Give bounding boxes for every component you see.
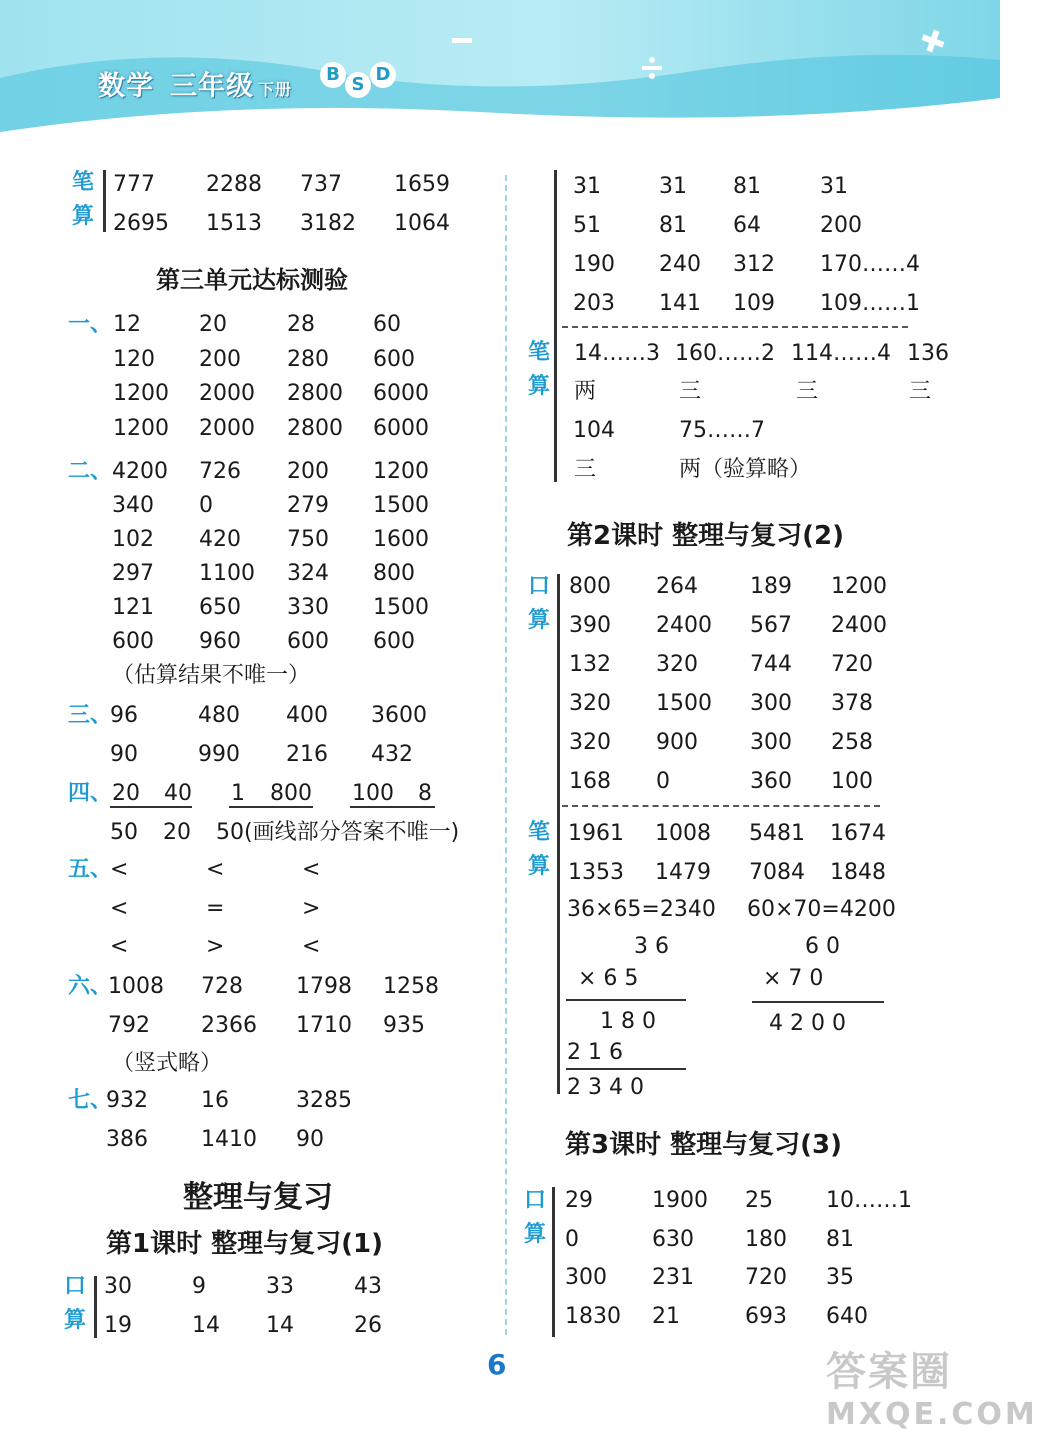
bisuan-label-2: 算 (528, 854, 551, 879)
answer-value: 81 (659, 213, 687, 238)
answer-value: 777 (113, 172, 155, 197)
digit-count: 两 (574, 379, 597, 404)
answer-value: 12 (113, 312, 141, 337)
answer-value: 1200 (113, 381, 169, 406)
watermark-url: MXQE.COM (826, 1397, 1038, 1432)
calc-line (752, 1001, 884, 1003)
edition-letter-d: D (370, 62, 396, 88)
answer-value: 2800 (287, 415, 343, 441)
answer-value: 10……1 (826, 1188, 912, 1213)
section-bar (552, 1187, 555, 1337)
answer-value: 1674 (830, 821, 886, 846)
answer-value: 1100 (199, 561, 255, 586)
division-result: 75……7 (679, 418, 765, 443)
comparison-sign: = (206, 895, 225, 921)
answer-value: 258 (831, 730, 873, 755)
page-header (0, 0, 1000, 140)
answer-value: 90 (296, 1126, 324, 1152)
bisuan-label-1: 笔 (528, 340, 551, 365)
comparison-sign: < (110, 857, 129, 882)
answer-value: 1513 (206, 211, 262, 236)
answer-value: 31 (659, 174, 687, 199)
digit-count-note: 两（验算略） (679, 457, 812, 482)
answer-value: 121 (112, 595, 154, 620)
equation-1: 36×65=2340 (567, 897, 716, 922)
answer-value: 1479 (655, 860, 711, 885)
answer-value: 300 (750, 691, 792, 716)
answer-value: 0 (199, 493, 213, 518)
answer-value: 120 (113, 346, 155, 372)
q7-label: 七、 (68, 1088, 113, 1113)
answer-value: 640 (826, 1303, 868, 1329)
answer-value: 81 (826, 1226, 854, 1252)
answer-value: 330 (287, 595, 329, 620)
q4-value: 8 (418, 781, 432, 806)
answer-value: 200 (287, 459, 329, 484)
answer-value: 3600 (371, 703, 427, 728)
answer-value: 168 (569, 769, 611, 794)
answer-value: 693 (745, 1303, 787, 1329)
answer-value: 297 (112, 561, 154, 586)
answer-value: 216 (286, 741, 328, 767)
q4-note: (画线部分答案不唯一) (244, 820, 460, 845)
vertical-calc-operand: 3 6 (634, 934, 669, 959)
lesson3-title: 第3课时 整理与复习(3) (565, 1130, 842, 1160)
lesson1-title: 第1课时 整理与复习(1) (106, 1229, 383, 1259)
answer-value: 744 (750, 652, 792, 677)
answer-value: 90 (110, 741, 138, 767)
answer-value: 31 (573, 174, 601, 199)
answer-value: 21 (652, 1303, 680, 1329)
answer-value: 300 (565, 1265, 607, 1290)
answer-value: 320 (656, 652, 698, 677)
section-bar (103, 170, 106, 232)
vertical-calc-result: 4 2 0 0 (769, 1011, 846, 1036)
q4-value: 20 (112, 781, 140, 806)
answer-value: 720 (831, 652, 873, 677)
answer-value: 0 (565, 1226, 579, 1252)
answer-value: 1064 (394, 211, 450, 236)
calc-line (566, 1068, 686, 1070)
answer-value: 1500 (373, 595, 429, 620)
answer-underline (229, 806, 313, 808)
q1-label: 一、 (68, 312, 113, 337)
answer-value: 14 (266, 1313, 294, 1338)
answer-value: 200 (820, 213, 862, 238)
answer-value: 728 (201, 974, 243, 999)
answer-value: 7084 (749, 860, 805, 885)
answer-value: 1900 (652, 1188, 708, 1213)
section-bar (554, 170, 557, 482)
answer-value: 96 (110, 703, 138, 728)
answer-value: 737 (300, 172, 342, 197)
answer-value: 800 (569, 574, 611, 599)
answer-value: 2000 (199, 415, 255, 441)
section-bar (94, 1276, 97, 1338)
dashed-separator (562, 326, 908, 328)
answer-value: 1410 (201, 1126, 257, 1152)
answer-value: 1848 (830, 860, 886, 885)
vertical-calc-operand: 6 0 (805, 934, 840, 959)
edition-letter-s: S (345, 72, 371, 98)
lesson2-title: 第2课时 整理与复习(2) (567, 521, 844, 551)
edition-letter-b: B (320, 62, 346, 88)
answer-value: 81 (733, 174, 761, 199)
answer-value: 16 (201, 1088, 229, 1113)
answer-value: 109 (733, 291, 775, 316)
answer-value: 386 (106, 1126, 148, 1152)
q2-label: 二、 (68, 459, 113, 484)
bisuan-label-2: 算 (528, 374, 551, 399)
answer-value: 1353 (568, 860, 624, 885)
q6-label: 六、 (68, 974, 113, 999)
answer-value: 141 (659, 291, 701, 316)
answer-value: 320 (569, 691, 611, 716)
division-result: 160……2 (675, 341, 775, 366)
comparison-sign: > (302, 895, 321, 921)
digit-count: 三 (796, 379, 819, 404)
answer-value: 750 (287, 527, 329, 552)
header-title: 数学 三年级 下册 (98, 71, 293, 102)
answer-value: 189 (750, 574, 792, 599)
answer-value: 480 (198, 703, 240, 728)
answer-value: 990 (198, 741, 240, 767)
calc-line (566, 999, 686, 1001)
answer-value: 3285 (296, 1088, 352, 1113)
kousuan-label-1: 口 (524, 1188, 547, 1213)
equation-2: 60×70=4200 (747, 897, 896, 922)
q4-label: 四、 (68, 781, 113, 806)
answer-value: 324 (287, 561, 329, 586)
answer-value: 420 (199, 527, 241, 552)
bisuan-label-1: 笔 (528, 820, 551, 845)
answer-value: 630 (652, 1226, 694, 1252)
division-result: 14……3 (574, 341, 660, 366)
answer-value: 203 (573, 291, 615, 316)
answer-value: 31 (820, 174, 848, 199)
answer-value: 2288 (206, 172, 262, 197)
answer-value: 1200 (113, 415, 169, 441)
answer-value: 43 (354, 1274, 382, 1299)
comparison-sign: < (206, 857, 225, 882)
answer-value: 1008 (655, 821, 711, 846)
answer-value: 400 (286, 703, 328, 728)
vertical-calc-partial: 2 1 6 (567, 1040, 623, 1065)
answer-value: 1200 (373, 459, 429, 484)
q4-value: 100 (352, 781, 394, 806)
answer-value: 340 (112, 493, 154, 518)
answer-value: 180 (745, 1226, 787, 1252)
answer-value: 102 (112, 527, 154, 552)
answer-value: 600 (373, 346, 415, 372)
answer-value: 600 (373, 629, 415, 654)
answer-value: 3182 (300, 211, 356, 236)
answer-value: 19 (104, 1313, 132, 1338)
q4-value: 20 (163, 820, 191, 845)
answer-value: 109……1 (820, 291, 920, 316)
answer-value: 2400 (831, 613, 887, 638)
q3-label: 三、 (68, 703, 113, 728)
answer-value: 1008 (108, 974, 164, 999)
answer-value: 935 (383, 1012, 425, 1038)
answer-value: 33 (266, 1274, 294, 1299)
comparison-sign: < (302, 857, 321, 882)
vertical-calc-partial: 1 8 0 (600, 1009, 656, 1034)
answer-value: 726 (199, 459, 241, 484)
bisuan-label-1: 笔 (72, 170, 95, 195)
answer-value: 5481 (749, 821, 805, 846)
answer-value: 2800 (287, 381, 343, 406)
kousuan-label-1: 口 (528, 574, 551, 599)
bisuan-label-2: 算 (72, 204, 95, 229)
answer-value: 6000 (373, 415, 429, 441)
answer-value: 170……4 (820, 252, 920, 277)
answer-value: 4200 (112, 459, 168, 484)
answer-value: 100 (831, 769, 873, 794)
answer-value: 6000 (373, 381, 429, 406)
answer-value: 2366 (201, 1012, 257, 1038)
answer-value: 960 (199, 629, 241, 654)
answer-value: 600 (112, 629, 154, 654)
answer-value: 650 (199, 595, 241, 620)
unit-test-title: 第三单元达标测验 (156, 266, 348, 294)
q4-value: 1 (231, 781, 245, 806)
answer-value: 231 (652, 1265, 694, 1290)
answer-underline (350, 806, 435, 808)
answer-value: 792 (108, 1012, 150, 1038)
answer-value: 20 (199, 312, 227, 337)
q5-label: 五、 (68, 857, 113, 882)
answer-value: 378 (831, 691, 873, 716)
division-result: 104 (573, 418, 615, 443)
vertical-calc-result: 2 3 4 0 (567, 1075, 644, 1100)
page-number: 6 (487, 1348, 507, 1381)
review-title: 整理与复习 (183, 1180, 333, 1215)
kousuan-label-2: 算 (64, 1308, 87, 1333)
answer-value: 1600 (373, 527, 429, 552)
answer-value: 360 (750, 769, 792, 794)
section-bar (557, 574, 560, 1094)
answer-value: 900 (656, 730, 698, 755)
answer-value: 932 (106, 1088, 148, 1113)
answer-value: 1500 (373, 493, 429, 518)
dashed-separator (562, 805, 880, 807)
answer-value: 1798 (296, 974, 352, 999)
answer-value: 64 (733, 213, 761, 238)
answer-value: 51 (573, 213, 601, 238)
answer-value: 200 (199, 346, 241, 372)
answer-value: 264 (656, 574, 698, 599)
answer-value: 60 (373, 312, 401, 337)
answer-value: 1200 (831, 574, 887, 599)
answer-value: 0 (656, 769, 670, 794)
answer-value: 1500 (656, 691, 712, 716)
answer-value: 2400 (656, 613, 712, 638)
answer-value: 720 (745, 1265, 787, 1290)
answer-value: 800 (373, 561, 415, 586)
watermark-text: 答案圈 (826, 1349, 952, 1395)
digit-count: 三 (909, 379, 932, 404)
q2-note: （估算结果不唯一） (112, 663, 311, 688)
answer-value: 14 (192, 1313, 220, 1338)
answer-value: 35 (826, 1265, 854, 1290)
q6-note: （竖式略） (112, 1051, 223, 1076)
answer-value: 567 (750, 613, 792, 638)
answer-value: 190 (573, 252, 615, 277)
digit-count: 三 (679, 379, 702, 404)
comparison-sign: < (302, 934, 321, 959)
answer-value: 240 (659, 252, 701, 277)
comparison-sign: < (110, 895, 129, 921)
answer-value: 25 (745, 1188, 773, 1213)
answer-value: 1961 (568, 821, 624, 846)
q4-value: 800 (270, 781, 312, 806)
q4-value: 50 (110, 820, 138, 845)
comparison-sign: > (206, 934, 225, 959)
answer-underline (110, 806, 192, 808)
answer-value: 2695 (113, 211, 169, 236)
answer-value: 28 (287, 312, 315, 337)
answer-value: 300 (750, 730, 792, 755)
answer-value: 1258 (383, 974, 439, 999)
answer-value: 312 (733, 252, 775, 277)
answer-value: 30 (104, 1274, 132, 1299)
answer-value: 390 (569, 613, 611, 638)
q4-value: 40 (164, 781, 192, 806)
kousuan-label-1: 口 (64, 1274, 87, 1299)
answer-value: 279 (287, 493, 329, 518)
q4-value: 50 (216, 820, 244, 845)
answer-value: 600 (287, 629, 329, 654)
division-result: 114……4 (791, 341, 891, 366)
digit-count: 三 (574, 457, 597, 482)
vertical-calc-operand: × 6 5 (578, 966, 639, 991)
answer-value: 132 (569, 652, 611, 677)
answer-value: 432 (371, 741, 413, 767)
column-divider (505, 175, 507, 1335)
answer-value: 9 (192, 1274, 206, 1299)
answer-value: 280 (287, 346, 329, 372)
division-result: 136 (907, 341, 949, 366)
comparison-sign: < (110, 934, 129, 959)
kousuan-label-2: 算 (528, 608, 551, 633)
kousuan-label-2: 算 (524, 1222, 547, 1247)
answer-value: 26 (354, 1313, 382, 1338)
answer-value: 2000 (199, 381, 255, 406)
answer-value: 1830 (565, 1303, 621, 1329)
answer-value: 320 (569, 730, 611, 755)
vertical-calc-operand: × 7 0 (763, 966, 824, 991)
answer-value: 1659 (394, 172, 450, 197)
answer-value: 29 (565, 1188, 593, 1213)
answer-value: 1710 (296, 1012, 352, 1038)
